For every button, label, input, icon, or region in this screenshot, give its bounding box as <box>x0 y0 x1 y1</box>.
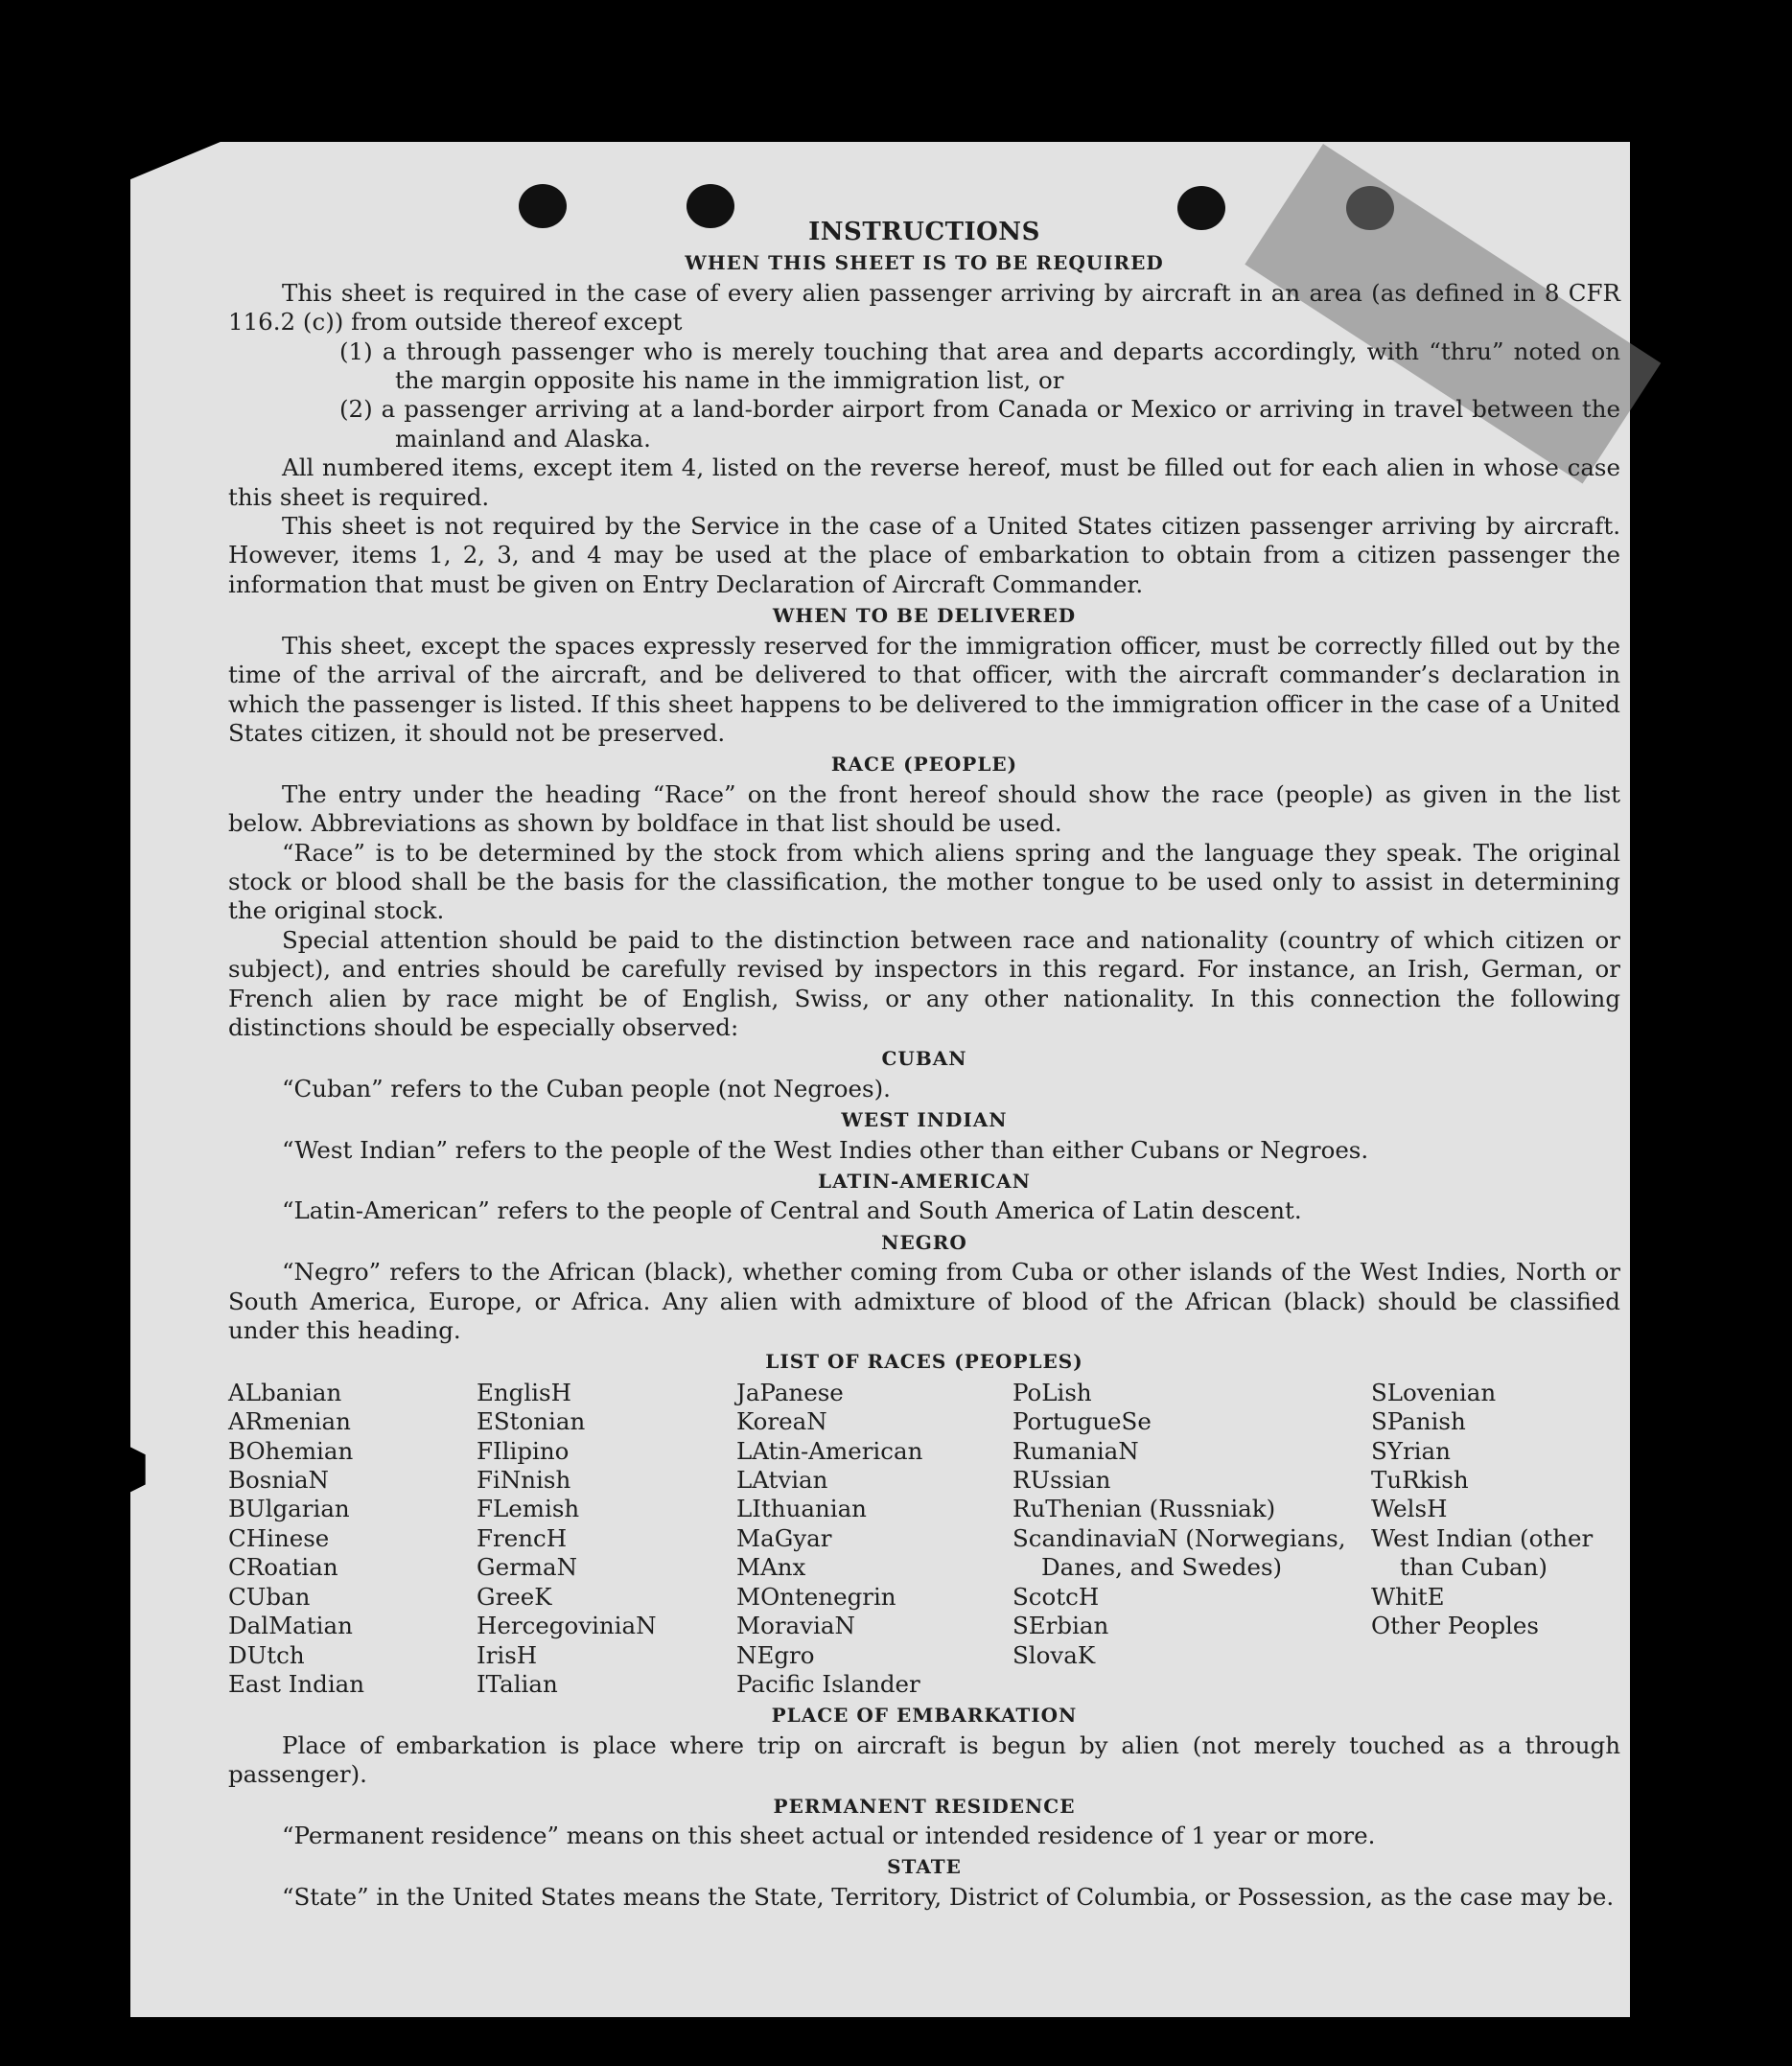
race-entry: ALbanian <box>228 1378 342 1406</box>
paragraph: “Negro” refers to the African (black), whether coming from Cuba or other islands of the West Indies, North or South America, Europe, or Africa. Any alien with admixture of blood of the African (black) should be classified under this heading. <box>228 1258 1620 1345</box>
race-entry: ARmenian <box>228 1407 351 1436</box>
race-entry: SYrian <box>1371 1436 1451 1465</box>
race-entry: TuRkish <box>1371 1466 1469 1495</box>
race-entry: LIthuanian <box>736 1495 867 1523</box>
paragraph: “Cuban” refers to the Cuban people (not Negroes). <box>282 1074 891 1103</box>
race-entry: Pacific Islander <box>736 1669 920 1698</box>
paragraph: “Permanent residence” means on this sheet actual or intended residence of 1 year or more. <box>282 1821 1376 1849</box>
race-entry: JaPanese <box>736 1378 844 1406</box>
race-entry: SLovenian <box>1371 1378 1497 1406</box>
race-entry: LAtvian <box>736 1466 828 1495</box>
race-entry: LAtin-American <box>736 1436 923 1465</box>
race-entry: FLemish <box>477 1495 580 1523</box>
paragraph: This sheet is not required by the Service in the case of a United States citizen passenger arriving by aircraft. However, items 1, 2, 3, and 4 may be used at the place of embarkation to obtain from a citizen passenger the information that must be given on Entry Declaration of Aircraft Commander. <box>228 512 1620 598</box>
section-heading: WHEN TO BE DELIVERED <box>772 604 1077 628</box>
race-entry: GermaN <box>477 1553 578 1582</box>
section-heading: LATIN-AMERICAN <box>818 1170 1031 1193</box>
race-entry: MOntenegrin <box>736 1582 896 1611</box>
race-entry: RuThenian (Russniak) <box>1012 1495 1276 1523</box>
paragraph: “Latin-American” refers to the people of Central and South America of Latin descent. <box>282 1196 1302 1225</box>
section-heading: RACE (PEOPLE) <box>830 753 1018 777</box>
section-heading: NEGRO <box>881 1230 967 1254</box>
race-entry: FIlipino <box>477 1436 570 1465</box>
paragraph: This sheet is required in the case of every alien passenger arriving by aircraft in an area (as defined in 8 CFR 116.2 (c)) from outside thereof except <box>228 278 1620 337</box>
race-entry: DUtch <box>228 1640 305 1669</box>
race-entry: MoraviaN <box>736 1612 855 1640</box>
race-entry: EnglisH <box>477 1378 571 1406</box>
race-entry: RumaniaN <box>1012 1436 1139 1465</box>
race-column <box>228 1379 477 1699</box>
section-heading: CUBAN <box>881 1047 967 1071</box>
list-item: (1) a through passenger who is merely touching that area and departs accordingly, with “thru” noted on the margin opposite his name in the immigration list, or <box>339 337 1620 395</box>
section-heading: WEST INDIAN <box>841 1108 1008 1132</box>
race-entry: FiNnish <box>477 1466 571 1495</box>
instructions-text <box>228 214 1620 1912</box>
list-item: (2) a passenger arriving at a land-border airport from Canada or Mexico or arriving in travel between the mainland and Alaska. <box>339 395 1620 453</box>
paragraph: “Race” is to be determined by the stock from which aliens spring and the language they speak. The original stock or blood shall be the basis for the classification, the mother tongue to be used only to assist in determining the original stock. <box>228 838 1620 925</box>
section-heading: PLACE OF EMBARKATION <box>771 1704 1078 1728</box>
section-heading: LIST OF RACES (PEOPLES) <box>765 1350 1083 1374</box>
race-entry: ScandinaviaN (Norwegians, Danes, and Swedes) <box>1012 1523 1346 1582</box>
race-entry: SlovaK <box>1012 1640 1096 1669</box>
section-heading: PERMANENT RESIDENCE <box>773 1794 1076 1818</box>
race-entry: WhitE <box>1371 1582 1445 1611</box>
race-entry: RUssian <box>1012 1466 1111 1495</box>
race-column <box>736 1379 1012 1699</box>
race-entry: HercegoviniaN <box>477 1612 657 1640</box>
race-entry: East Indian <box>228 1669 365 1698</box>
race-entry: IrisH <box>477 1640 538 1669</box>
race-column <box>1012 1379 1371 1699</box>
race-entry: BOhemian <box>228 1436 354 1465</box>
race-column <box>477 1379 736 1699</box>
race-entry: SPanish <box>1371 1407 1466 1436</box>
page-title: INSTRUCTIONS <box>808 218 1040 246</box>
section-heading: WHEN THIS SHEET IS TO BE REQUIRED <box>685 251 1164 275</box>
paragraph: “West Indian” refers to the people of the West Indies other than either Cubans or Negroes. <box>282 1135 1369 1164</box>
paragraph: The entry under the heading “Race” on the front hereof should show the race (people) as given in the list below. Abbreviations as shown by boldface in that list should be used. <box>228 779 1620 838</box>
race-entry: NEgro <box>736 1640 815 1669</box>
race-entry: SErbian <box>1012 1612 1109 1640</box>
race-entry: CUban <box>228 1582 311 1611</box>
paragraph: All numbered items, except item 4, listed on the reverse hereof, must be filled out for each alien in whose case this sheet is required. <box>228 453 1620 511</box>
race-entry: GreeK <box>477 1582 552 1611</box>
race-entry: KoreaN <box>736 1407 827 1436</box>
race-column <box>1371 1379 1620 1699</box>
race-entry: ScotcH <box>1012 1582 1100 1611</box>
paragraph: Special attention should be paid to the distinction between race and nationality (country of which citizen or subject), and entries should be carefully revised by inspectors in this regard. For instance, an Irish, German, or French alien by race might be of English, Swiss, or any other nationality. In this connection the following distinctions should be especially observed: <box>228 925 1620 1041</box>
race-entry: West Indian (other than Cuban) <box>1371 1523 1594 1582</box>
race-entry: WelsH <box>1371 1495 1448 1523</box>
race-entry: DalMatian <box>228 1612 353 1640</box>
race-entry: ITalian <box>477 1669 558 1698</box>
race-entry: Other Peoples <box>1371 1612 1539 1640</box>
race-entry: MAnx <box>736 1553 806 1582</box>
race-entry: MaGyar <box>736 1523 832 1552</box>
race-list <box>228 1379 1620 1699</box>
race-entry: BosniaN <box>228 1466 329 1495</box>
paragraph: This sheet, except the spaces expressly reserved for the immigration officer, must be correctly filled out by the time of the arrival of the aircraft, and be delivered to that officer, with the aircraft commander’s declaration in which the passenger is listed. If this sheet happens to be delivered to the immigration officer in the case of a United States citizen, it should not be preserved. <box>228 631 1620 747</box>
race-entry: CRoatian <box>228 1553 338 1582</box>
paragraph: “State” in the United States means the State, Territory, District of Columbia, or Possession, as the case may be. <box>282 1882 1615 1911</box>
race-entry: PortugueSe <box>1012 1407 1152 1436</box>
race-entry: CHinese <box>228 1523 330 1552</box>
paragraph: Place of embarkation is place where trip on aircraft is begun by alien (not merely touched as a through passenger). <box>228 1730 1620 1789</box>
race-entry: EStonian <box>477 1407 586 1436</box>
race-entry: BUlgarian <box>228 1495 350 1523</box>
race-entry: PoLish <box>1012 1378 1092 1406</box>
race-entry: FrencH <box>477 1523 568 1552</box>
section-heading: STATE <box>887 1855 962 1879</box>
